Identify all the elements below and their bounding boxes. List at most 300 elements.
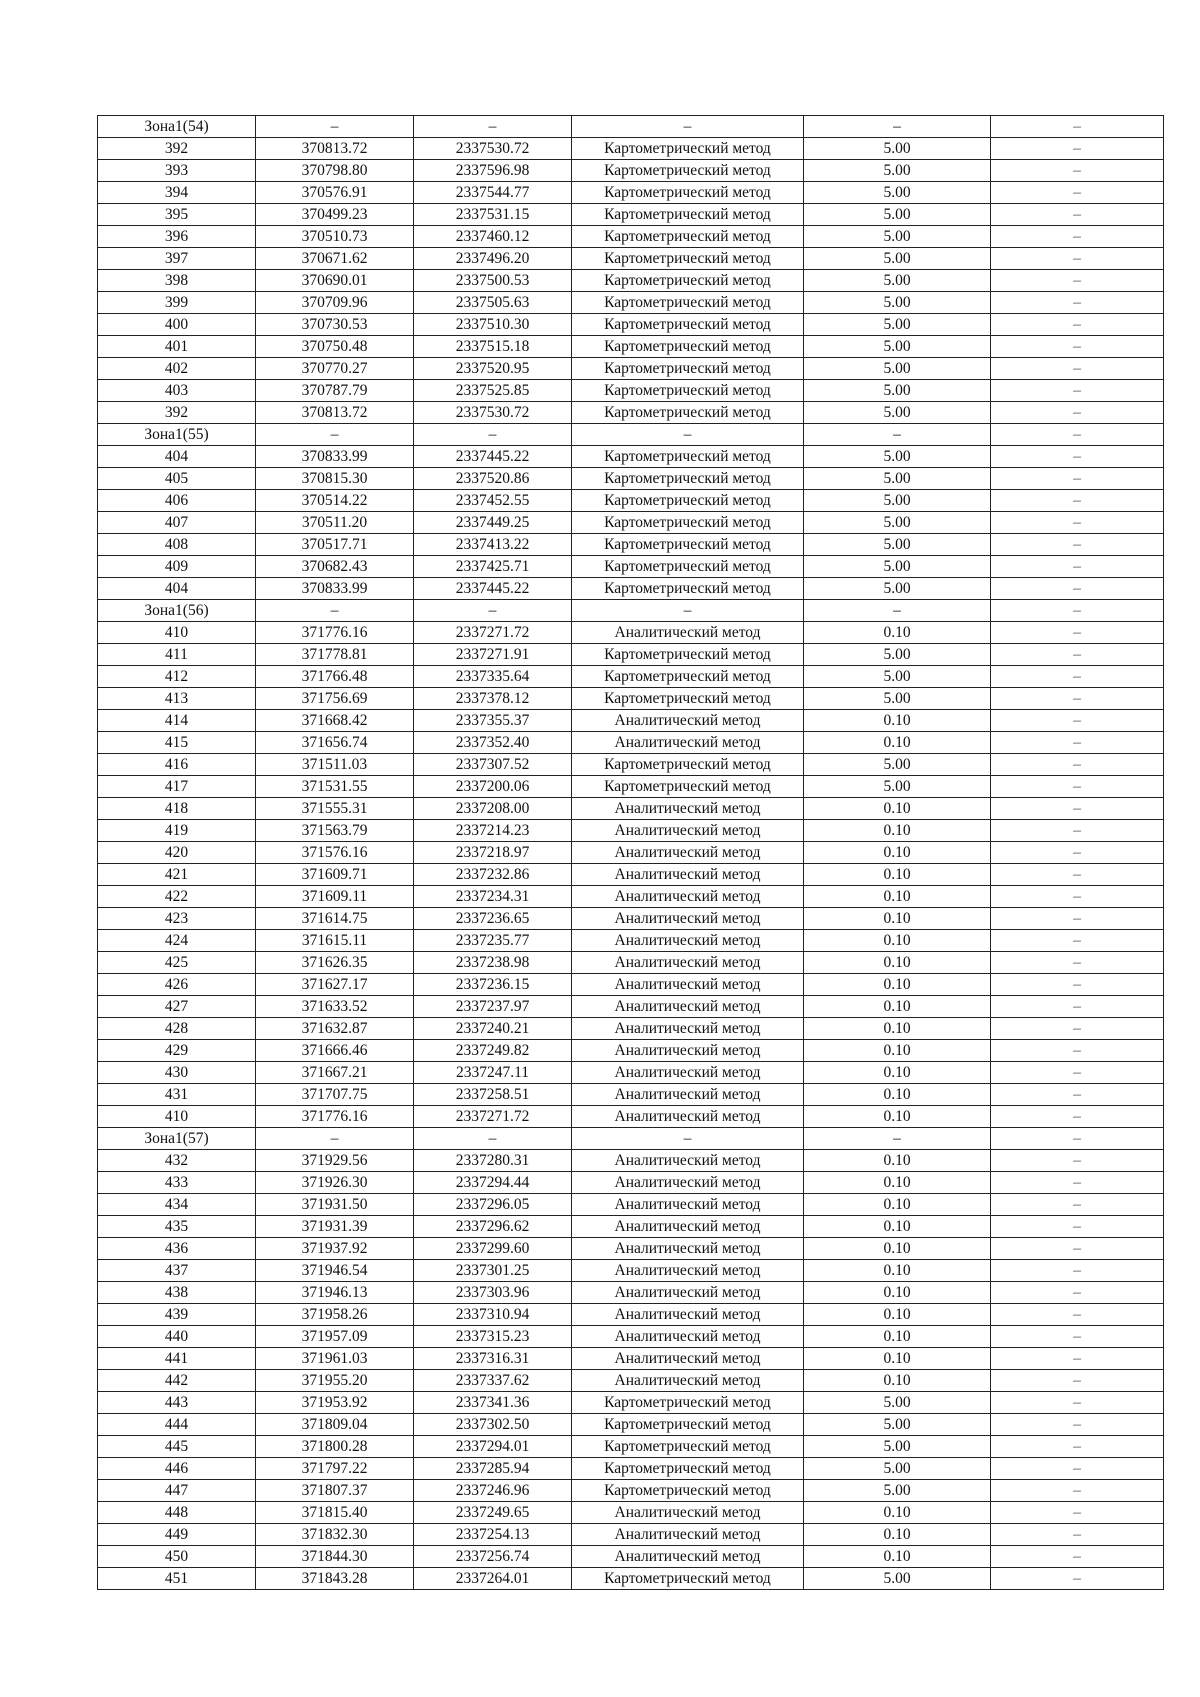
- point-id-cell: 394: [98, 182, 256, 204]
- x-coordinate-cell: 371937.92: [256, 1238, 414, 1260]
- x-coordinate-cell: 371614.75: [256, 908, 414, 930]
- x-coordinate-cell: 371609.71: [256, 864, 414, 886]
- table-row: [98, 864, 1164, 886]
- zone-label-cell: Зона1(57): [98, 1128, 256, 1150]
- point-id-cell: 431: [98, 1084, 256, 1106]
- accuracy-cell: 5.00: [804, 666, 991, 688]
- table-row: [98, 226, 1164, 248]
- method-cell: Картометрический метод: [572, 138, 804, 160]
- y-coordinate-cell: 2337449.25: [414, 512, 572, 534]
- y-coordinate-cell: 2337258.51: [414, 1084, 572, 1106]
- method-cell: Аналитический метод: [572, 1238, 804, 1260]
- x-coordinate-cell: 371931.50: [256, 1194, 414, 1216]
- note-cell: –: [991, 358, 1164, 380]
- accuracy-cell: 0.10: [804, 798, 991, 820]
- note-cell: –: [991, 402, 1164, 424]
- note-cell: –: [991, 1018, 1164, 1040]
- method-cell: Картометрический метод: [572, 468, 804, 490]
- note-cell: –: [991, 1326, 1164, 1348]
- method-cell: Картометрический метод: [572, 644, 804, 666]
- point-id-cell: 441: [98, 1348, 256, 1370]
- note-cell: –: [991, 226, 1164, 248]
- table-row: [98, 534, 1164, 556]
- table-row: [98, 1040, 1164, 1062]
- x-coordinate-cell: 370813.72: [256, 138, 414, 160]
- x-coordinate-cell: 370798.80: [256, 160, 414, 182]
- point-id-cell: 409: [98, 556, 256, 578]
- note-cell: –: [991, 1238, 1164, 1260]
- x-coordinate-cell: 371946.13: [256, 1282, 414, 1304]
- x-coordinate-cell: 371800.28: [256, 1436, 414, 1458]
- x-coordinate-cell: 371815.40: [256, 1502, 414, 1524]
- point-id-cell: 442: [98, 1370, 256, 1392]
- note-cell: –: [991, 1502, 1164, 1524]
- note-cell: –: [991, 1260, 1164, 1282]
- table-row: [98, 292, 1164, 314]
- x-coordinate-cell: –: [256, 116, 414, 138]
- x-coordinate-cell: 371511.03: [256, 754, 414, 776]
- note-cell: –: [991, 424, 1164, 446]
- table-row: [98, 1326, 1164, 1348]
- x-coordinate-cell: 371576.16: [256, 842, 414, 864]
- accuracy-cell: 0.10: [804, 1194, 991, 1216]
- table-row: [98, 160, 1164, 182]
- table-row: [98, 1348, 1164, 1370]
- y-coordinate-cell: 2337335.64: [414, 666, 572, 688]
- note-cell: –: [991, 754, 1164, 776]
- point-id-cell: 404: [98, 578, 256, 600]
- accuracy-cell: 5.00: [804, 776, 991, 798]
- method-cell: Аналитический метод: [572, 908, 804, 930]
- note-cell: –: [991, 820, 1164, 842]
- accuracy-cell: 5.00: [804, 1480, 991, 1502]
- point-id-cell: 445: [98, 1436, 256, 1458]
- method-cell: Картометрический метод: [572, 1392, 804, 1414]
- coordinates-table: [97, 115, 1164, 1590]
- accuracy-cell: 5.00: [804, 644, 991, 666]
- table-row: [98, 1436, 1164, 1458]
- note-cell: –: [991, 116, 1164, 138]
- accuracy-cell: 5.00: [804, 358, 991, 380]
- method-cell: Картометрический метод: [572, 534, 804, 556]
- accuracy-cell: 0.10: [804, 1348, 991, 1370]
- table-row: [98, 446, 1164, 468]
- y-coordinate-cell: 2337200.06: [414, 776, 572, 798]
- method-cell: Аналитический метод: [572, 1546, 804, 1568]
- point-id-cell: 426: [98, 974, 256, 996]
- y-coordinate-cell: 2337352.40: [414, 732, 572, 754]
- accuracy-cell: 0.10: [804, 842, 991, 864]
- note-cell: –: [991, 798, 1164, 820]
- method-cell: Картометрический метод: [572, 512, 804, 534]
- method-cell: Картометрический метод: [572, 336, 804, 358]
- x-coordinate-cell: 371633.52: [256, 996, 414, 1018]
- x-coordinate-cell: 370510.73: [256, 226, 414, 248]
- note-cell: –: [991, 1348, 1164, 1370]
- point-id-cell: 406: [98, 490, 256, 512]
- zone-header-row: [98, 424, 1164, 446]
- table-row: [98, 798, 1164, 820]
- note-cell: –: [991, 248, 1164, 270]
- method-cell: Аналитический метод: [572, 1260, 804, 1282]
- accuracy-cell: 0.10: [804, 1304, 991, 1326]
- table-row: [98, 468, 1164, 490]
- method-cell: Картометрический метод: [572, 490, 804, 512]
- point-id-cell: 436: [98, 1238, 256, 1260]
- table-row: [98, 1458, 1164, 1480]
- method-cell: Картометрический метод: [572, 1568, 804, 1590]
- note-cell: –: [991, 1062, 1164, 1084]
- x-coordinate-cell: 371929.56: [256, 1150, 414, 1172]
- method-cell: Картометрический метод: [572, 1480, 804, 1502]
- y-coordinate-cell: 2337500.53: [414, 270, 572, 292]
- table-row: [98, 688, 1164, 710]
- y-coordinate-cell: 2337301.25: [414, 1260, 572, 1282]
- method-cell: Аналитический метод: [572, 798, 804, 820]
- table-row: [98, 842, 1164, 864]
- method-cell: Картометрический метод: [572, 292, 804, 314]
- accuracy-cell: 5.00: [804, 204, 991, 226]
- y-coordinate-cell: –: [414, 1128, 572, 1150]
- note-cell: –: [991, 578, 1164, 600]
- method-cell: Аналитический метод: [572, 710, 804, 732]
- y-coordinate-cell: 2337240.21: [414, 1018, 572, 1040]
- table-row: [98, 1062, 1164, 1084]
- point-id-cell: 428: [98, 1018, 256, 1040]
- point-id-cell: 420: [98, 842, 256, 864]
- accuracy-cell: 0.10: [804, 1524, 991, 1546]
- table-row: [98, 1524, 1164, 1546]
- y-coordinate-cell: 2337208.00: [414, 798, 572, 820]
- note-cell: –: [991, 710, 1164, 732]
- accuracy-cell: 5.00: [804, 578, 991, 600]
- x-coordinate-cell: 371844.30: [256, 1546, 414, 1568]
- table-row: [98, 1304, 1164, 1326]
- x-coordinate-cell: 371953.92: [256, 1392, 414, 1414]
- x-coordinate-cell: 370709.96: [256, 292, 414, 314]
- x-coordinate-cell: 371632.87: [256, 1018, 414, 1040]
- y-coordinate-cell: –: [414, 600, 572, 622]
- x-coordinate-cell: 370499.23: [256, 204, 414, 226]
- zone-label-cell: Зона1(55): [98, 424, 256, 446]
- note-cell: –: [991, 1150, 1164, 1172]
- accuracy-cell: 5.00: [804, 314, 991, 336]
- x-coordinate-cell: 371955.20: [256, 1370, 414, 1392]
- table-row: [98, 886, 1164, 908]
- accuracy-cell: 0.10: [804, 1502, 991, 1524]
- note-cell: –: [991, 1194, 1164, 1216]
- note-cell: –: [991, 270, 1164, 292]
- table-row: [98, 1502, 1164, 1524]
- method-cell: Картометрический метод: [572, 666, 804, 688]
- x-coordinate-cell: 371958.26: [256, 1304, 414, 1326]
- table-row: [98, 182, 1164, 204]
- y-coordinate-cell: –: [414, 116, 572, 138]
- note-cell: –: [991, 1414, 1164, 1436]
- note-cell: –: [991, 1436, 1164, 1458]
- y-coordinate-cell: 2337520.95: [414, 358, 572, 380]
- note-cell: –: [991, 490, 1164, 512]
- method-cell: Аналитический метод: [572, 1084, 804, 1106]
- x-coordinate-cell: 371609.11: [256, 886, 414, 908]
- method-cell: Картометрический метод: [572, 1414, 804, 1436]
- y-coordinate-cell: 2337237.97: [414, 996, 572, 1018]
- zone-header-row: [98, 600, 1164, 622]
- y-coordinate-cell: 2337271.72: [414, 622, 572, 644]
- y-coordinate-cell: 2337510.30: [414, 314, 572, 336]
- method-cell: Картометрический метод: [572, 1436, 804, 1458]
- point-id-cell: 424: [98, 930, 256, 952]
- table-row: [98, 1260, 1164, 1282]
- point-id-cell: 450: [98, 1546, 256, 1568]
- x-coordinate-cell: 371776.16: [256, 622, 414, 644]
- point-id-cell: 392: [98, 402, 256, 424]
- point-id-cell: 399: [98, 292, 256, 314]
- accuracy-cell: 5.00: [804, 1436, 991, 1458]
- method-cell: Аналитический метод: [572, 1282, 804, 1304]
- method-cell: Аналитический метод: [572, 1040, 804, 1062]
- table-row: [98, 908, 1164, 930]
- y-coordinate-cell: 2337285.94: [414, 1458, 572, 1480]
- accuracy-cell: 5.00: [804, 402, 991, 424]
- method-cell: Аналитический метод: [572, 1018, 804, 1040]
- table-row: [98, 138, 1164, 160]
- table-row: [98, 1084, 1164, 1106]
- point-id-cell: 404: [98, 446, 256, 468]
- y-coordinate-cell: 2337246.96: [414, 1480, 572, 1502]
- accuracy-cell: 0.10: [804, 996, 991, 1018]
- note-cell: –: [991, 1084, 1164, 1106]
- point-id-cell: 412: [98, 666, 256, 688]
- note-cell: –: [991, 1524, 1164, 1546]
- method-cell: Картометрический метод: [572, 1458, 804, 1480]
- accuracy-cell: 5.00: [804, 336, 991, 358]
- method-cell: Аналитический метод: [572, 820, 804, 842]
- method-cell: Картометрический метод: [572, 358, 804, 380]
- y-coordinate-cell: 2337236.65: [414, 908, 572, 930]
- method-cell: Аналитический метод: [572, 1370, 804, 1392]
- point-id-cell: 397: [98, 248, 256, 270]
- x-coordinate-cell: 370770.27: [256, 358, 414, 380]
- y-coordinate-cell: 2337525.85: [414, 380, 572, 402]
- accuracy-cell: 5.00: [804, 446, 991, 468]
- x-coordinate-cell: 370511.20: [256, 512, 414, 534]
- x-coordinate-cell: 371756.69: [256, 688, 414, 710]
- table-row: [98, 1480, 1164, 1502]
- method-cell: Аналитический метод: [572, 1348, 804, 1370]
- method-cell: Картометрический метод: [572, 578, 804, 600]
- y-coordinate-cell: 2337505.63: [414, 292, 572, 314]
- zone-header-row: [98, 116, 1164, 138]
- note-cell: –: [991, 1304, 1164, 1326]
- y-coordinate-cell: 2337337.62: [414, 1370, 572, 1392]
- point-id-cell: 414: [98, 710, 256, 732]
- table-row: [98, 820, 1164, 842]
- accuracy-cell: –: [804, 116, 991, 138]
- x-coordinate-cell: –: [256, 424, 414, 446]
- y-coordinate-cell: 2337294.01: [414, 1436, 572, 1458]
- y-coordinate-cell: 2337236.15: [414, 974, 572, 996]
- y-coordinate-cell: 2337445.22: [414, 446, 572, 468]
- x-coordinate-cell: 370833.99: [256, 446, 414, 468]
- note-cell: –: [991, 1128, 1164, 1150]
- x-coordinate-cell: 370671.62: [256, 248, 414, 270]
- x-coordinate-cell: 371931.39: [256, 1216, 414, 1238]
- table-row: [98, 490, 1164, 512]
- accuracy-cell: 0.10: [804, 1084, 991, 1106]
- y-coordinate-cell: 2337307.52: [414, 754, 572, 776]
- method-cell: Аналитический метод: [572, 930, 804, 952]
- point-id-cell: 415: [98, 732, 256, 754]
- x-coordinate-cell: 371961.03: [256, 1348, 414, 1370]
- y-coordinate-cell: 2337294.44: [414, 1172, 572, 1194]
- method-cell: Картометрический метод: [572, 446, 804, 468]
- method-cell: Картометрический метод: [572, 248, 804, 270]
- y-coordinate-cell: 2337452.55: [414, 490, 572, 512]
- method-cell: Аналитический метод: [572, 1194, 804, 1216]
- point-id-cell: 402: [98, 358, 256, 380]
- y-coordinate-cell: 2337316.31: [414, 1348, 572, 1370]
- accuracy-cell: 0.10: [804, 1172, 991, 1194]
- note-cell: –: [991, 842, 1164, 864]
- note-cell: –: [991, 512, 1164, 534]
- x-coordinate-cell: 370576.91: [256, 182, 414, 204]
- method-cell: –: [572, 116, 804, 138]
- point-id-cell: 437: [98, 1260, 256, 1282]
- method-cell: Картометрический метод: [572, 776, 804, 798]
- point-id-cell: 396: [98, 226, 256, 248]
- y-coordinate-cell: 2337280.31: [414, 1150, 572, 1172]
- table-row: [98, 1216, 1164, 1238]
- point-id-cell: 400: [98, 314, 256, 336]
- method-cell: –: [572, 1128, 804, 1150]
- note-cell: –: [991, 644, 1164, 666]
- table-row: [98, 1150, 1164, 1172]
- point-id-cell: 398: [98, 270, 256, 292]
- note-cell: –: [991, 930, 1164, 952]
- method-cell: Картометрический метод: [572, 688, 804, 710]
- point-id-cell: 392: [98, 138, 256, 160]
- accuracy-cell: 5.00: [804, 138, 991, 160]
- table-row: [98, 1018, 1164, 1040]
- y-coordinate-cell: 2337247.11: [414, 1062, 572, 1084]
- point-id-cell: 405: [98, 468, 256, 490]
- accuracy-cell: 0.10: [804, 1326, 991, 1348]
- table-row: [98, 754, 1164, 776]
- accuracy-cell: 0.10: [804, 732, 991, 754]
- point-id-cell: 434: [98, 1194, 256, 1216]
- x-coordinate-cell: 370682.43: [256, 556, 414, 578]
- zone-label-cell: Зона1(56): [98, 600, 256, 622]
- y-coordinate-cell: 2337218.97: [414, 842, 572, 864]
- point-id-cell: 413: [98, 688, 256, 710]
- x-coordinate-cell: 371832.30: [256, 1524, 414, 1546]
- y-coordinate-cell: 2337425.71: [414, 556, 572, 578]
- accuracy-cell: 5.00: [804, 688, 991, 710]
- accuracy-cell: –: [804, 600, 991, 622]
- accuracy-cell: 0.10: [804, 974, 991, 996]
- x-coordinate-cell: 371668.42: [256, 710, 414, 732]
- method-cell: Картометрический метод: [572, 270, 804, 292]
- y-coordinate-cell: 2337235.77: [414, 930, 572, 952]
- point-id-cell: 416: [98, 754, 256, 776]
- point-id-cell: 425: [98, 952, 256, 974]
- note-cell: –: [991, 446, 1164, 468]
- note-cell: –: [991, 160, 1164, 182]
- note-cell: –: [991, 534, 1164, 556]
- note-cell: –: [991, 952, 1164, 974]
- note-cell: –: [991, 666, 1164, 688]
- x-coordinate-cell: 371667.21: [256, 1062, 414, 1084]
- y-coordinate-cell: 2337530.72: [414, 402, 572, 424]
- x-coordinate-cell: 371809.04: [256, 1414, 414, 1436]
- x-coordinate-cell: 371615.11: [256, 930, 414, 952]
- accuracy-cell: 0.10: [804, 622, 991, 644]
- accuracy-cell: 5.00: [804, 160, 991, 182]
- method-cell: Аналитический метод: [572, 1062, 804, 1084]
- note-cell: –: [991, 1040, 1164, 1062]
- y-coordinate-cell: 2337530.72: [414, 138, 572, 160]
- accuracy-cell: 0.10: [804, 952, 991, 974]
- point-id-cell: 393: [98, 160, 256, 182]
- point-id-cell: 418: [98, 798, 256, 820]
- x-coordinate-cell: 371776.16: [256, 1106, 414, 1128]
- x-coordinate-cell: 370730.53: [256, 314, 414, 336]
- note-cell: –: [991, 908, 1164, 930]
- table-row: [98, 1106, 1164, 1128]
- accuracy-cell: 5.00: [804, 1392, 991, 1414]
- method-cell: Картометрический метод: [572, 204, 804, 226]
- point-id-cell: 421: [98, 864, 256, 886]
- table-row: [98, 1370, 1164, 1392]
- note-cell: –: [991, 732, 1164, 754]
- point-id-cell: 422: [98, 886, 256, 908]
- table-row: [98, 1392, 1164, 1414]
- y-coordinate-cell: 2337271.91: [414, 644, 572, 666]
- accuracy-cell: 5.00: [804, 512, 991, 534]
- y-coordinate-cell: 2337296.62: [414, 1216, 572, 1238]
- accuracy-cell: 0.10: [804, 908, 991, 930]
- method-cell: Картометрический метод: [572, 226, 804, 248]
- note-cell: –: [991, 622, 1164, 644]
- accuracy-cell: 5.00: [804, 534, 991, 556]
- y-coordinate-cell: 2337596.98: [414, 160, 572, 182]
- accuracy-cell: 5.00: [804, 248, 991, 270]
- x-coordinate-cell: 371626.35: [256, 952, 414, 974]
- table-row: [98, 974, 1164, 996]
- accuracy-cell: 0.10: [804, 1106, 991, 1128]
- x-coordinate-cell: 371555.31: [256, 798, 414, 820]
- note-cell: –: [991, 1458, 1164, 1480]
- accuracy-cell: 0.10: [804, 1370, 991, 1392]
- note-cell: –: [991, 556, 1164, 578]
- accuracy-cell: 5.00: [804, 556, 991, 578]
- x-coordinate-cell: –: [256, 600, 414, 622]
- y-coordinate-cell: 2337256.74: [414, 1546, 572, 1568]
- note-cell: –: [991, 1370, 1164, 1392]
- table-row: [98, 1568, 1164, 1590]
- method-cell: Картометрический метод: [572, 380, 804, 402]
- x-coordinate-cell: 371807.37: [256, 1480, 414, 1502]
- y-coordinate-cell: 2337341.36: [414, 1392, 572, 1414]
- method-cell: Аналитический метод: [572, 842, 804, 864]
- accuracy-cell: 0.10: [804, 820, 991, 842]
- table-row: [98, 1414, 1164, 1436]
- y-coordinate-cell: 2337315.23: [414, 1326, 572, 1348]
- point-id-cell: 443: [98, 1392, 256, 1414]
- accuracy-cell: 5.00: [804, 490, 991, 512]
- method-cell: Аналитический метод: [572, 1326, 804, 1348]
